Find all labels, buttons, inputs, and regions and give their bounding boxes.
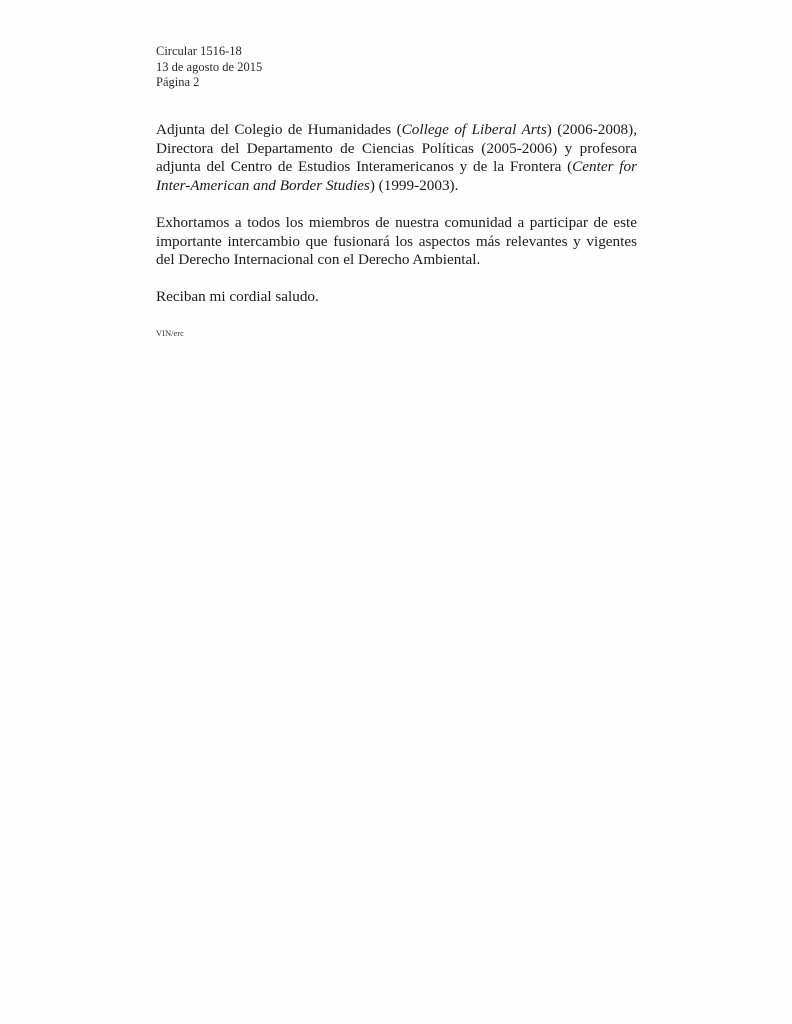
letter-header: [156, 44, 262, 91]
letter-date: 13 de agosto de 2015: [156, 59, 263, 74]
paragraph-invitation: Exhortamos a todos los miembros de nuestra comunidad a participar de este importante intercambio que fusionará los aspectos más relevantes y vigentes del Derecho Internacional con el Derecho Ambiental.: [156, 213, 637, 269]
page-number: Página 2: [156, 75, 200, 89]
paragraph-text: Adjunta del Colegio de Humanidades (: [156, 121, 402, 138]
paragraph-biography: [156, 121, 637, 195]
italic-english-name: Center for Inter-American and Border Studies: [156, 158, 638, 194]
letter-body: [156, 121, 637, 307]
paragraph-text: ) (2006-2008), Directora del Departamento de Ciencias Políticas (2005-2006) y profesora adjunta del Centro de Estudios Interamericanos y de la Frontera (: [156, 121, 637, 176]
typist-initials: VIN/erc: [156, 328, 184, 338]
italic-english-name: College of Liberal Arts: [401, 121, 547, 138]
circular-number: Circular 1516-18: [156, 44, 242, 58]
paragraph-text: ) (1999-2003).: [369, 176, 459, 194]
closing-greeting: Reciban mi cordial saludo.: [156, 288, 319, 306]
